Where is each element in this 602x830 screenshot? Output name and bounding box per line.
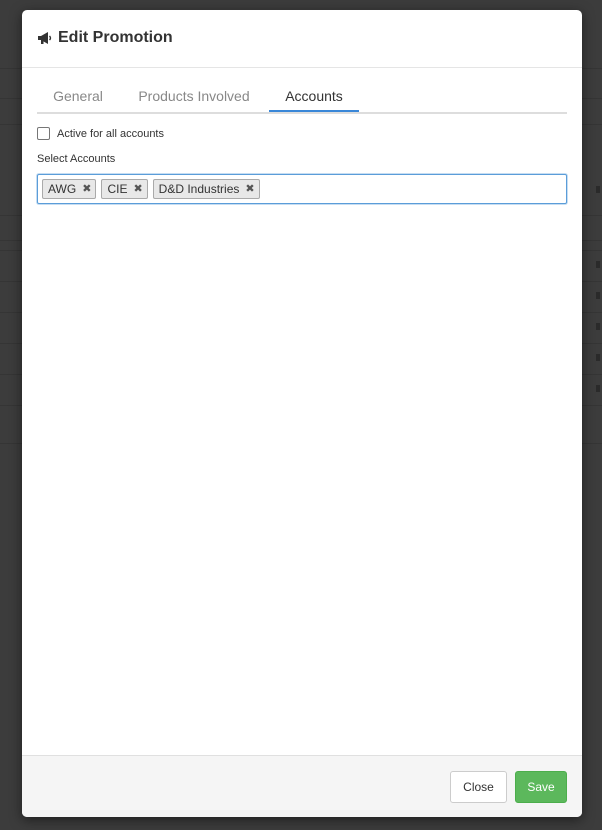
remove-tag-icon[interactable]: ✖ (82, 182, 92, 195)
account-tag-label: CIE (107, 182, 128, 196)
tab-general[interactable]: General (53, 88, 103, 104)
tab-accounts[interactable]: Accounts (269, 86, 359, 112)
save-button[interactable]: Save (515, 771, 567, 803)
modal-footer (22, 755, 582, 817)
background-mark (596, 261, 600, 268)
tab-products-involved[interactable]: Products Involved (138, 88, 250, 104)
account-tag-label: D&D Industries (158, 182, 240, 196)
all-accounts-label[interactable]: Active for all accounts (57, 127, 164, 140)
modal-header (22, 10, 582, 68)
background-mark (596, 292, 600, 299)
tab-bar (37, 86, 567, 114)
accounts-multiselect[interactable] (37, 174, 567, 204)
all-accounts-option[interactable] (37, 127, 164, 140)
close-button[interactable]: Close (450, 771, 507, 803)
edit-promotion-modal (22, 10, 582, 817)
background-mark (596, 354, 600, 361)
modal-title-text: Edit Promotion (58, 29, 173, 46)
all-accounts-checkbox[interactable] (37, 127, 50, 140)
remove-tag-icon[interactable]: ✖ (245, 182, 255, 195)
background-mark (596, 186, 600, 193)
modal-title (37, 29, 173, 47)
bullhorn-icon (37, 30, 53, 46)
account-tag-awg (42, 179, 96, 199)
background-mark (596, 385, 600, 392)
accounts-search-input[interactable] (265, 178, 566, 200)
background-mark (596, 323, 600, 330)
account-tag-dd-industries (153, 179, 260, 199)
account-tag-cie (101, 179, 147, 199)
remove-tag-icon[interactable]: ✖ (133, 182, 143, 195)
select-accounts-label: Select Accounts (37, 153, 116, 165)
account-tag-label: AWG (48, 182, 77, 196)
